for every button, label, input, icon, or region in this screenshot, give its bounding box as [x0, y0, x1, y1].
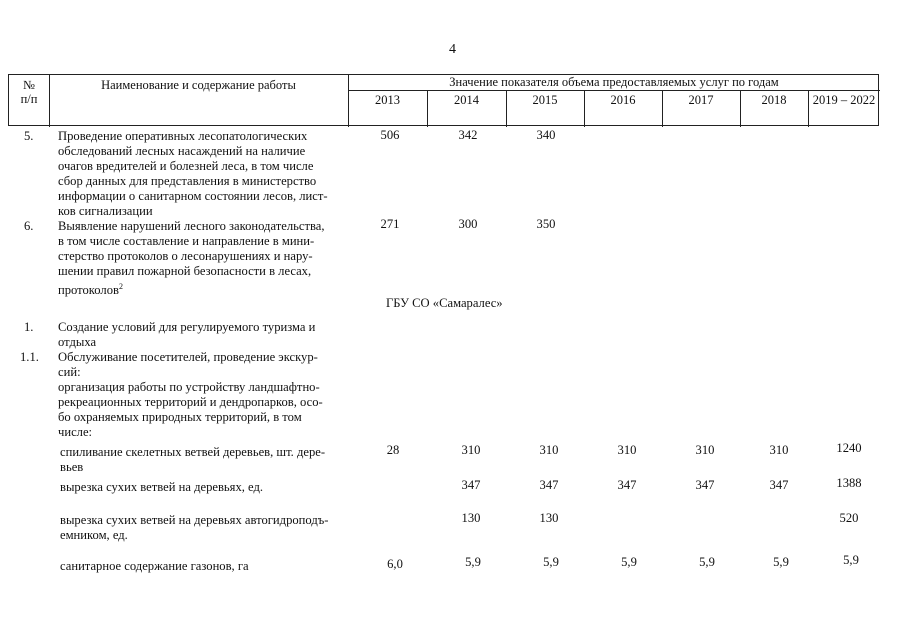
row-text: информации о санитарном состоянии лесов, лист-: [58, 189, 328, 203]
year-2014: 2014: [454, 93, 479, 107]
value-cell: 130: [539, 511, 559, 525]
value-cell: 340: [536, 128, 556, 142]
value-cell: 130: [461, 511, 481, 525]
values-header: Значение показателя объема предоставляемых услуг по годам: [449, 75, 779, 89]
subrow-text: емником, ед.: [60, 528, 128, 542]
value-cell: 350: [536, 217, 556, 231]
row-number: 6.: [24, 219, 34, 233]
row-text: Проведение оперативных лесопатологических: [58, 129, 308, 143]
row-text: Создание условий для регулируемого туризма и: [58, 320, 316, 334]
value-cell: 310: [539, 443, 559, 457]
name-header: Наименование и содержание работы: [101, 78, 296, 92]
value-cell: 5,9: [773, 555, 789, 569]
value-cell: 347: [769, 478, 789, 492]
subrow-text: спиливание скелетных ветвей деревьев, шт. дере-: [60, 445, 326, 459]
value-cell: 28: [386, 443, 400, 457]
subrow-text: санитарное содержание газонов, га: [60, 559, 249, 573]
subrow-text: вьев: [60, 460, 84, 474]
section-title: ГБУ СО «Самаралес»: [386, 296, 503, 310]
row-text: очагов вредителей и болезней леса, в том числе: [58, 159, 314, 173]
value-cell: 5,9: [543, 555, 559, 569]
value-cell: 1388: [836, 476, 862, 490]
year-2018: 2018: [761, 93, 787, 107]
value-cell: 520: [839, 511, 859, 525]
row-number: 1.1.: [20, 350, 39, 364]
row-text: ков сигнализации: [58, 204, 153, 218]
value-cell: 347: [539, 478, 559, 492]
footnote-mark: 2: [118, 282, 123, 291]
row-text: отдыха: [58, 335, 97, 349]
value-cell: 347: [461, 478, 481, 492]
row-text: числе:: [58, 425, 93, 439]
row-text: бо охраняемых природных территорий, в том: [58, 410, 302, 424]
row-text: рекреационных территорий и дендропарков, осо-: [58, 395, 323, 409]
table-header: [8, 74, 879, 126]
year-2019-2022: 2019 – 2022: [812, 93, 876, 107]
value-cell: 5,9: [621, 555, 637, 569]
value-cell: 300: [458, 217, 478, 231]
year-2017: 2017: [688, 93, 714, 107]
row-text: Выявление нарушений лесного законодательства,: [58, 219, 325, 233]
row-number: 1.: [24, 320, 34, 334]
row-text: сбор данных для представления в министерство: [58, 174, 317, 188]
row-text: сий:: [58, 365, 81, 379]
value-cell: 1240: [836, 441, 862, 455]
row-text-line: протоколов: [58, 283, 119, 298]
row-text: организация работы по устройству ландшафтно-: [58, 380, 320, 394]
row-text: [58, 279, 123, 298]
value-cell: 506: [380, 128, 400, 142]
row-number: 5.: [24, 129, 34, 143]
year-2016: 2016: [610, 93, 636, 107]
value-cell: 310: [617, 443, 637, 457]
value-cell: 342: [458, 128, 478, 142]
row-text: в том числе составление и направление в мини-: [58, 234, 315, 248]
num-header: №: [23, 78, 35, 92]
value-cell: 5,9: [843, 553, 859, 567]
subrow-text: вырезка сухих ветвей на деревьях, ед.: [60, 480, 264, 494]
subrow-text: вырезка сухих ветвей на деревьях автогидроподъ-: [60, 513, 329, 527]
value-cell: 5,9: [699, 555, 715, 569]
value-cell: 347: [695, 478, 715, 492]
value-cell: 310: [695, 443, 715, 457]
year-2013: 2013: [375, 93, 400, 107]
year-2015: 2015: [532, 93, 558, 107]
page-number: 4: [449, 42, 456, 57]
value-cell: 271: [380, 217, 400, 231]
value-cell: 6,0: [387, 557, 403, 571]
value-cell: 5,9: [465, 555, 481, 569]
row-text: стерство протоколов о лесонарушениях и нару-: [58, 249, 313, 263]
row-text: Обслуживание посетителей, проведение экскур-: [58, 350, 318, 364]
row-text: обследований лесных насаждений на наличие: [58, 144, 306, 158]
num-header-2: п/п: [20, 92, 38, 106]
value-cell: 310: [461, 443, 481, 457]
value-cell: 347: [617, 478, 637, 492]
value-cell: 310: [769, 443, 789, 457]
row-text: шении правил пожарной безопасности в лесах,: [58, 264, 312, 278]
